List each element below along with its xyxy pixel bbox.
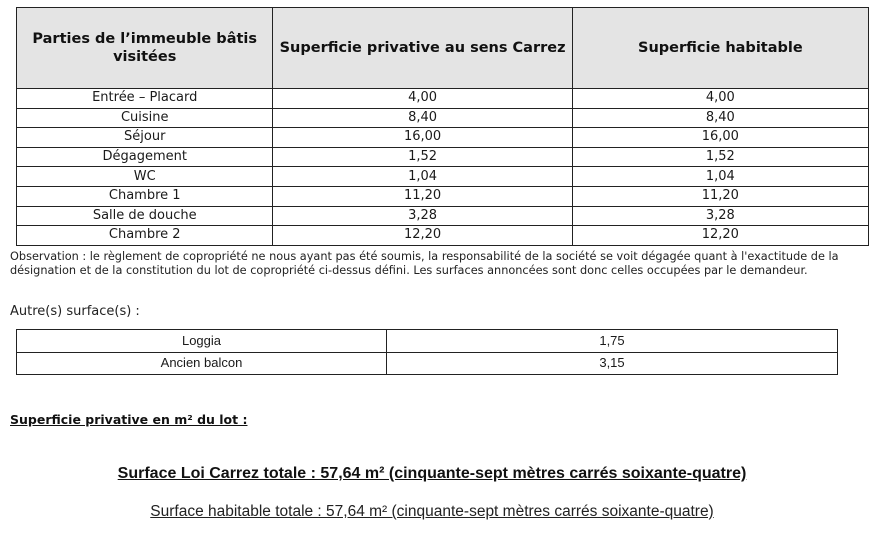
piece-cell: Séjour	[17, 128, 273, 148]
table-row	[17, 89, 869, 109]
piece-cell: Entrée – Placard	[17, 89, 273, 109]
habitable-cell: 4,00	[572, 89, 868, 109]
carrez-cell: 11,20	[273, 186, 572, 206]
surface-table	[16, 7, 869, 246]
table-row	[17, 352, 838, 375]
carrez-cell: 1,52	[273, 147, 572, 167]
carrez-cell: 3,28	[273, 206, 572, 226]
other-surfaces-table	[16, 329, 838, 375]
table-row	[17, 167, 869, 187]
habitable-cell: 1,52	[572, 147, 868, 167]
observation-note: Observation : le règlement de copropriété ne nous ayant pas été soumis, la responsabilité de la société se voit dégagée quant à l'exactitude de la désignation et de la constitution du lot de copropriété ci-dessus défini. Les surfaces annoncées sont donc celles occupées par le demandeur.	[10, 250, 839, 277]
other-surfaces-label: Autre(s) surface(s) :	[10, 304, 140, 319]
piece-cell: Cuisine	[17, 108, 273, 128]
piece-cell: Dégagement	[17, 147, 273, 167]
surface-name-cell: Loggia	[17, 330, 387, 353]
carrez-cell: 8,40	[273, 108, 572, 128]
header-piece: Parties de l’immeuble bâtis visitées	[17, 8, 273, 89]
surface-value-cell: 1,75	[387, 330, 838, 353]
carrez-cell: 1,04	[273, 167, 572, 187]
habitable-cell: 8,40	[572, 108, 868, 128]
table-row	[17, 147, 869, 167]
piece-cell: Chambre 1	[17, 186, 273, 206]
piece-cell: Salle de douche	[17, 206, 273, 226]
carrez-cell: 4,00	[273, 89, 572, 109]
table-row	[17, 226, 869, 246]
carrez-cell: 12,20	[273, 226, 572, 246]
table-row	[17, 206, 869, 226]
habitable-total: Surface habitable totale : 57,64 m² (cinquante-sept mètres carrés soixante-quatre)	[150, 503, 714, 520]
table-header-row	[17, 8, 869, 89]
habitable-cell: 11,20	[572, 186, 868, 206]
carrez-cell: 16,00	[273, 128, 572, 148]
surface-value-cell: 3,15	[387, 352, 838, 375]
table-row	[17, 186, 869, 206]
habitable-cell: 1,04	[572, 167, 868, 187]
table-row	[17, 128, 869, 148]
habitable-cell: 12,20	[572, 226, 868, 246]
surface-name-cell: Ancien balcon	[17, 352, 387, 375]
piece-cell: Chambre 2	[17, 226, 273, 246]
piece-cell: WC	[17, 167, 273, 187]
table-row	[17, 330, 838, 353]
lot-section-title: Superficie privative en m² du lot :	[10, 412, 248, 427]
header-habitable: Superficie habitable	[572, 8, 868, 89]
habitable-cell: 3,28	[572, 206, 868, 226]
habitable-cell: 16,00	[572, 128, 868, 148]
header-carrez: Superficie privative au sens Carrez	[273, 8, 572, 89]
table-row	[17, 108, 869, 128]
carrez-total: Surface Loi Carrez totale : 57,64 m² (cinquante-sept mètres carrés soixante-quatre)	[117, 465, 747, 482]
